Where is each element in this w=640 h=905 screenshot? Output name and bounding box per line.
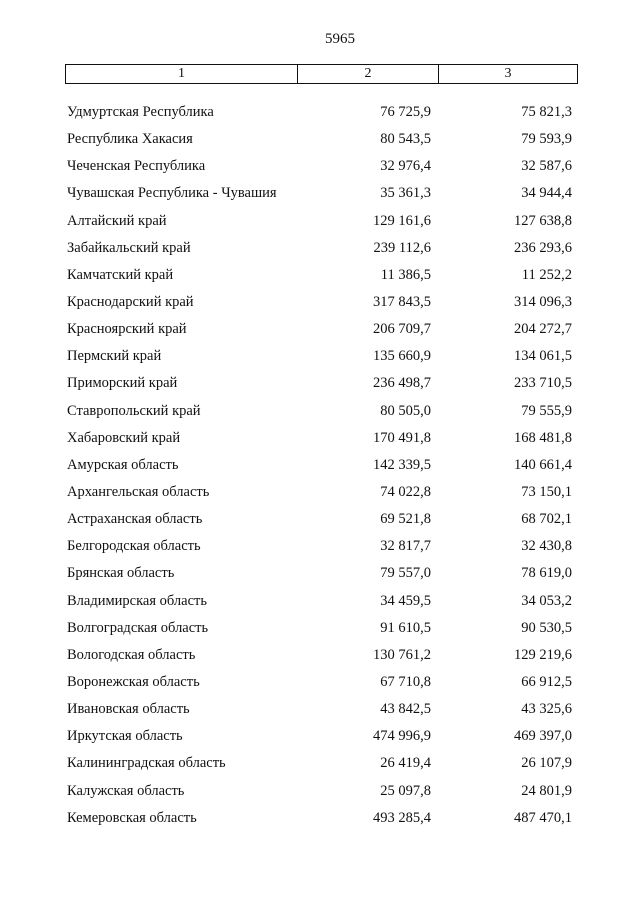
value-col2: 142 339,5 [373, 456, 431, 473]
table-row [0, 534, 640, 561]
table-row [0, 616, 640, 643]
table-row [0, 154, 640, 181]
table-row [0, 290, 640, 317]
header-cell-3: 3 [504, 66, 512, 81]
value-col3: 73 150,1 [521, 483, 572, 500]
header-cell-2: 2 [298, 65, 439, 83]
table-row [0, 480, 640, 507]
value-col2: 32 817,7 [380, 538, 431, 555]
value-col3: 233 710,5 [514, 375, 572, 392]
value-col3: 204 272,7 [514, 321, 572, 338]
table-row [0, 751, 640, 778]
value-col3: 34 053,2 [521, 592, 572, 609]
value-col3: 127 638,8 [514, 212, 572, 229]
table-row [0, 127, 640, 154]
value-col3: 79 593,9 [521, 131, 572, 148]
table-row [0, 181, 640, 208]
value-col3: 68 702,1 [521, 511, 572, 528]
table-row [0, 426, 640, 453]
value-col3: 134 061,5 [514, 348, 572, 365]
table-row [0, 209, 640, 236]
value-col3: 43 325,6 [521, 701, 572, 718]
value-col2: 80 543,5 [380, 131, 431, 148]
table-row [0, 561, 640, 588]
value-col3: 32 587,6 [521, 158, 572, 175]
header-cell-1: 1 [66, 65, 298, 83]
region-name: Забайкальский край [67, 239, 191, 256]
region-name: Брянская область [67, 565, 175, 582]
table-row [0, 371, 640, 398]
value-col3: 90 530,5 [521, 619, 572, 636]
table-row [0, 317, 640, 344]
table-row [0, 453, 640, 480]
value-col2: 34 459,5 [380, 592, 431, 609]
value-col2: 129 161,6 [373, 212, 431, 229]
value-col2: 239 112,6 [373, 239, 431, 256]
value-col3: 314 096,3 [514, 293, 572, 310]
region-name: Архангельская область [67, 483, 210, 500]
table-row [0, 806, 640, 833]
table-row [0, 670, 640, 697]
table-row [0, 100, 640, 127]
region-name: Иркутская область [67, 728, 183, 745]
value-col2: 69 521,8 [380, 511, 431, 528]
table-row [0, 263, 640, 290]
value-col2: 67 710,8 [380, 673, 431, 690]
value-col3: 487 470,1 [514, 809, 572, 826]
region-name: Вологодская область [67, 646, 196, 663]
table-row [0, 344, 640, 371]
value-col3: 66 912,5 [521, 673, 572, 690]
value-col3: 140 661,4 [514, 456, 572, 473]
region-name: Хабаровский край [67, 429, 181, 446]
value-col2: 43 842,5 [380, 701, 431, 718]
value-col3: 26 107,9 [521, 755, 572, 772]
table-row [0, 697, 640, 724]
region-name: Амурская область [67, 456, 179, 473]
region-name: Волгоградская область [67, 619, 209, 636]
value-col3: 11 252,2 [521, 266, 572, 283]
value-col2: 76 725,9 [380, 104, 431, 120]
table-row [0, 779, 640, 806]
value-col2: 26 419,4 [380, 755, 431, 772]
value-col2: 80 505,0 [380, 402, 431, 419]
region-name: Чувашская Республика - Чувашия [67, 185, 277, 202]
region-name: Ставропольский край [67, 402, 201, 419]
region-name: Камчатский край [67, 266, 174, 283]
region-name: Краснодарский край [67, 293, 194, 310]
value-col3: 75 821,3 [521, 104, 572, 120]
table-row [0, 507, 640, 534]
value-col3: 236 293,6 [514, 239, 572, 256]
value-col2: 170 491,8 [373, 429, 431, 446]
region-name: Приморский край [67, 375, 178, 392]
table-row [0, 589, 640, 616]
region-name: Воронежская область [67, 673, 200, 690]
value-col2: 493 285,4 [373, 809, 431, 826]
region-name: Владимирская область [67, 592, 207, 609]
value-col3: 129 219,6 [514, 646, 572, 663]
value-col3: 469 397,0 [514, 728, 572, 745]
region-name: Чеченская Республика [67, 158, 206, 175]
value-col2: 74 022,8 [380, 483, 431, 500]
table-row [0, 643, 640, 670]
value-col2: 32 976,4 [380, 158, 431, 175]
value-col2: 135 660,9 [373, 348, 431, 365]
region-name: Астраханская область [67, 511, 203, 528]
value-col2: 206 709,7 [373, 321, 431, 338]
value-col2: 25 097,8 [380, 782, 431, 799]
page-number: 5965 [325, 31, 355, 47]
value-col3: 24 801,9 [521, 782, 572, 799]
table-body [0, 100, 640, 833]
value-col3: 34 944,4 [521, 185, 572, 202]
value-col2: 91 610,5 [380, 619, 431, 636]
value-col2: 79 557,0 [380, 565, 431, 582]
value-col2: 236 498,7 [373, 375, 431, 392]
table-header [65, 64, 578, 84]
region-name: Пермский край [67, 348, 162, 365]
table-row [0, 236, 640, 263]
value-col2: 474 996,9 [373, 728, 431, 745]
value-col2: 35 361,3 [380, 185, 431, 202]
value-col3: 168 481,8 [514, 429, 572, 446]
region-name: Республика Хакасия [67, 131, 193, 148]
table-row [0, 399, 640, 426]
region-name: Белгородская область [67, 538, 201, 555]
region-name: Кемеровская область [67, 809, 197, 826]
region-name: Удмуртская Республика [67, 104, 214, 120]
value-col2: 11 386,5 [380, 266, 431, 283]
region-name: Красноярский край [67, 321, 187, 338]
region-name: Алтайский край [67, 212, 167, 229]
value-col3: 78 619,0 [521, 565, 572, 582]
value-col3: 79 555,9 [521, 402, 572, 419]
value-col3: 32 430,8 [521, 538, 572, 555]
value-col2: 130 761,2 [373, 646, 431, 663]
value-col2: 317 843,5 [373, 293, 431, 310]
region-name: Калужская область [67, 782, 185, 799]
region-name: Ивановская область [67, 701, 190, 718]
region-name: Калининградская область [67, 755, 226, 772]
table-row [0, 724, 640, 751]
